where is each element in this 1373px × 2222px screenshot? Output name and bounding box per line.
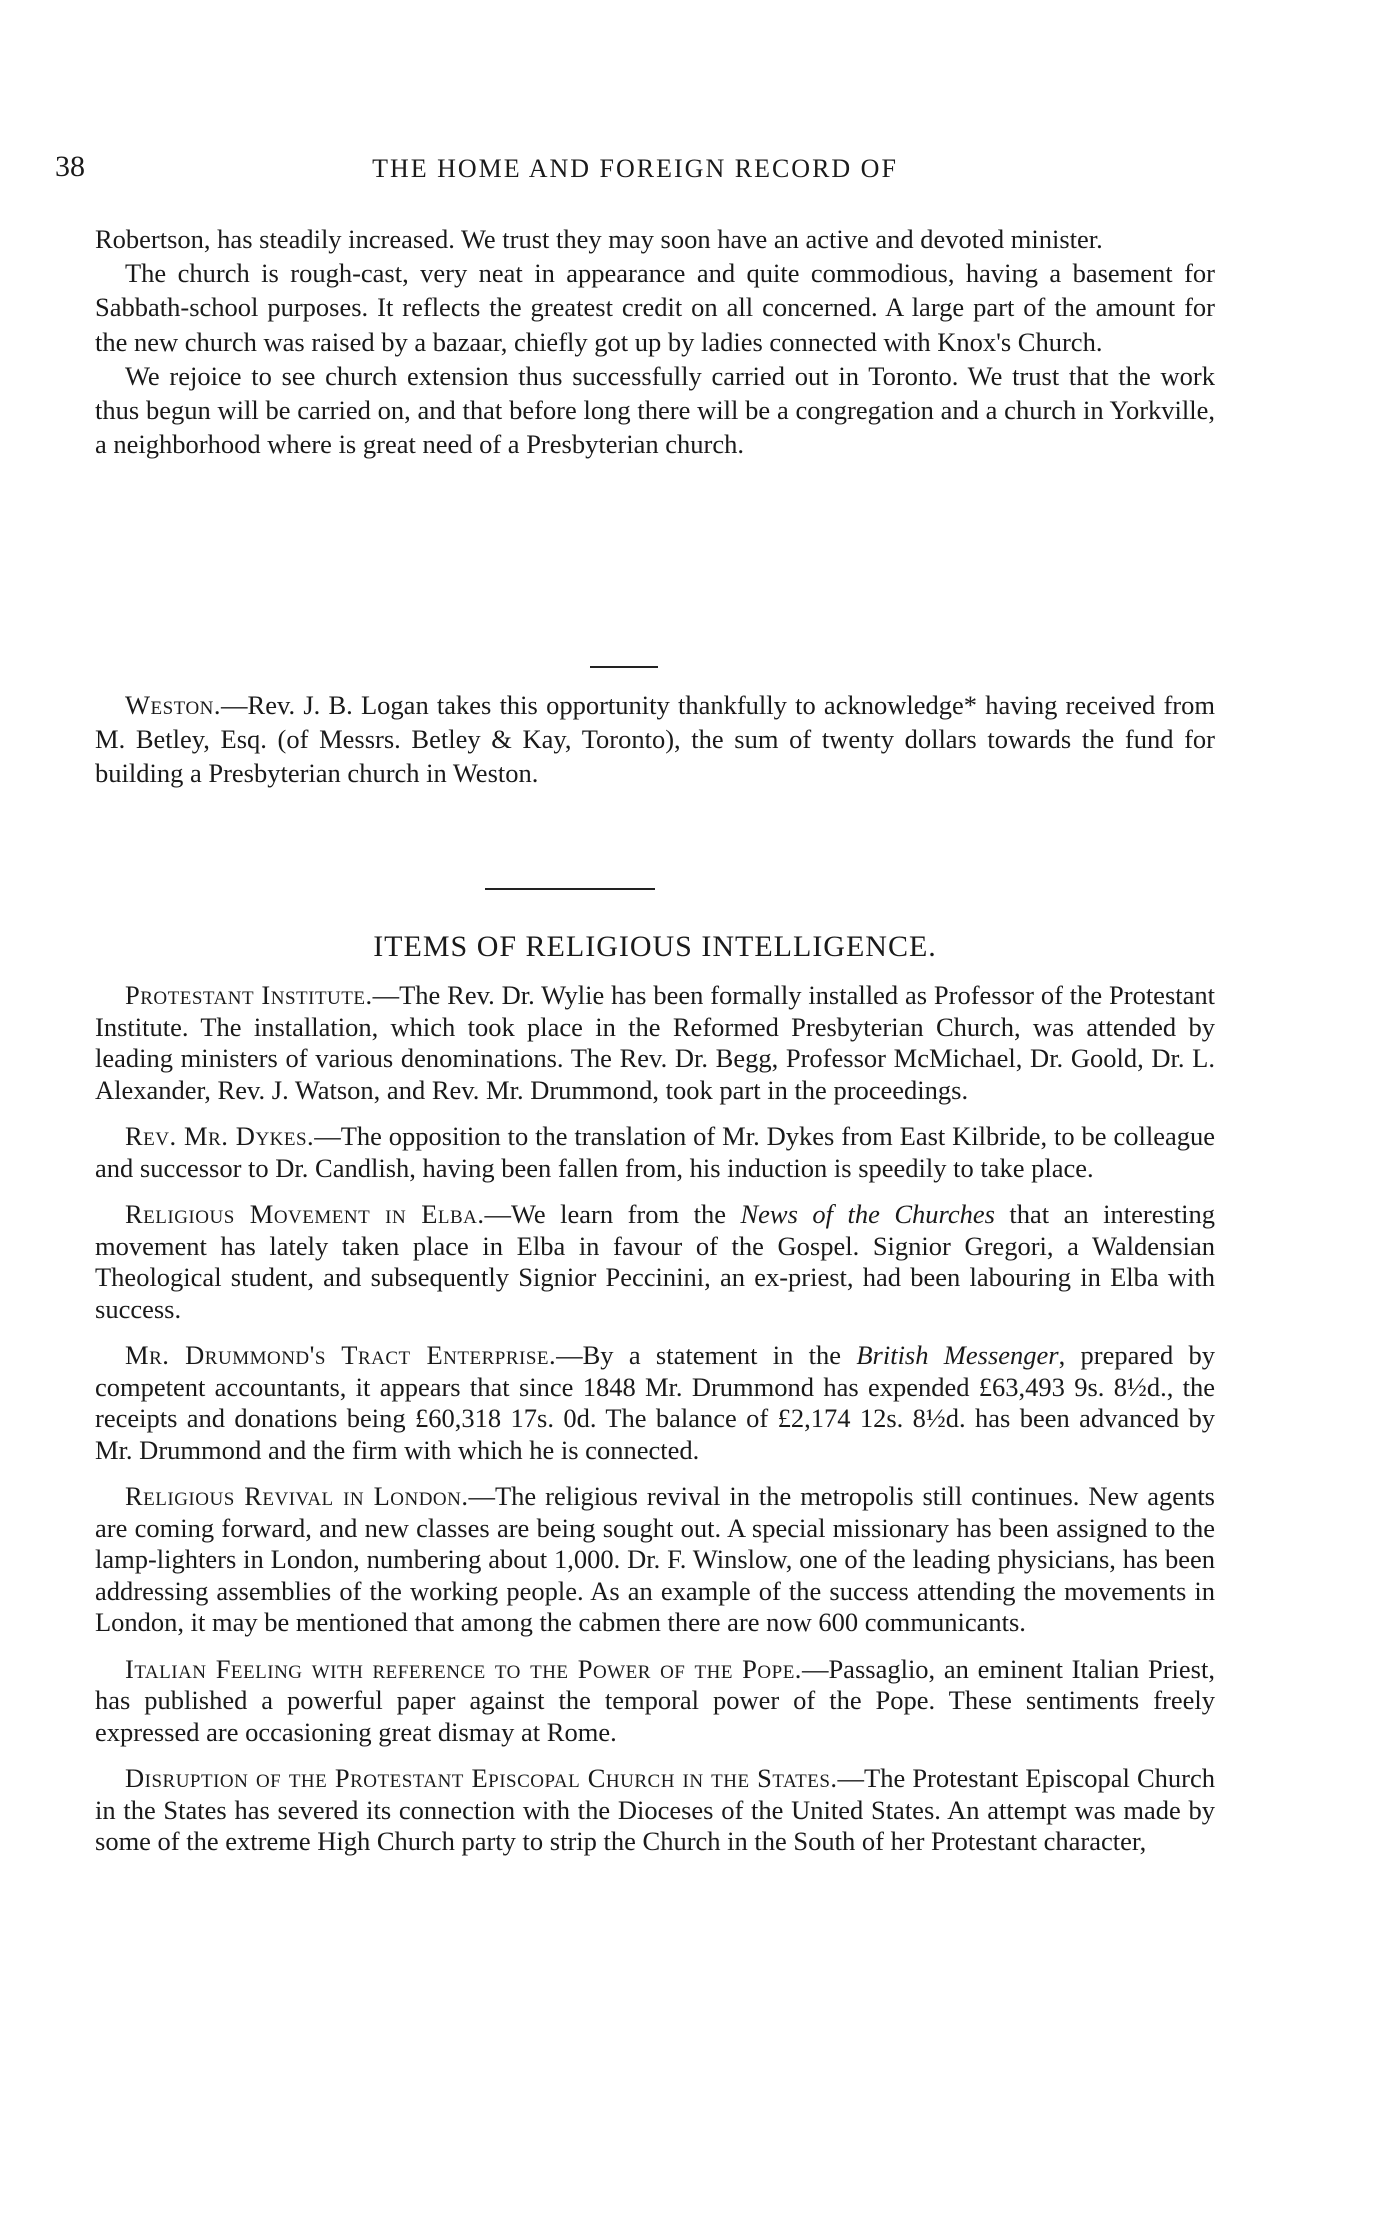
item-religious-revival-london bbox=[95, 1481, 1215, 1639]
intro-section bbox=[95, 222, 1215, 461]
item-text-continued: , prepared by competent accountants, it appears that since 1848 Mr. Drummond has expended £63,493 9s. 8½d., the receipts and donations being £60,318 17s. 0d. The balance of £2,174 12s. 8½d. has been advanced by Mr. Drummond and the firm with which he is connected. bbox=[95, 1340, 1215, 1465]
intelligence-items bbox=[95, 980, 1215, 1873]
item-text: —By a statement in the bbox=[556, 1340, 857, 1370]
item-lead: Religious Revival in London. bbox=[125, 1481, 469, 1511]
item-rev-mr-dykes bbox=[95, 1121, 1215, 1184]
running-title: THE HOME AND FOREIGN RECORD OF bbox=[372, 154, 898, 183]
intro-paragraph-1: Robertson, has steadily increased. We trust they may soon have an active and devoted minister. bbox=[95, 224, 1103, 254]
intro-paragraph-2: The church is rough-cast, very neat in appearance and quite commodious, having a basement for Sabbath-school purposes. It reflects the greatest credit on all concerned. A large part of the amount for the new church was raised by a bazaar, chiefly got up by ladies connected with Knox's Church. bbox=[95, 258, 1215, 357]
item-text: —The Protestant Episcopal Church in the States has severed its connection with the Dioceses of the United States. An attempt was made by some of the extreme High Church party to strip the Church in the South of her Protestant character, bbox=[95, 1763, 1215, 1856]
weston-lead: Weston. bbox=[125, 690, 222, 720]
item-text: —The religious revival in the metropolis still continues. New agents are coming forward, and new classes are being sought out. A special missionary has been assigned to the lamp-lighters in London, numbering about 1,000. Dr. F. Winslow, one of the leading physicians, has been addressing assemblies of the working people. As an example of the success attending the movements in London, it may be mentioned that among the cabmen there are now 600 communicants. bbox=[95, 1481, 1215, 1637]
section-divider bbox=[485, 888, 655, 890]
item-lead: Religious Movement in Elba. bbox=[125, 1199, 485, 1229]
item-protestant-institute bbox=[95, 980, 1215, 1106]
item-text: —The Rev. Dr. Wylie has been formally installed as Professor of the Protestant Institute. The installation, which took place in the Reformed Presbyterian Church, was attended by leading ministers of various denominations. The Rev. Dr. Begg, Professor McMichael, Dr. Goold, Dr. L. Alexander, Rev. J. Watson, and Rev. Mr. Drummond, took part in the proceedings. bbox=[95, 980, 1215, 1105]
weston-notice bbox=[95, 688, 1215, 791]
item-text: —We learn from the bbox=[484, 1199, 741, 1229]
weston-paragraph bbox=[95, 688, 1215, 791]
item-publication-title: British Messenger bbox=[856, 1340, 1059, 1370]
item-lead: Disruption of the Protestant Episcopal Church in the States. bbox=[125, 1763, 838, 1793]
item-lead: Rev. Mr. Dykes. bbox=[125, 1121, 315, 1151]
page-header bbox=[55, 150, 1215, 190]
item-religious-movement-elba bbox=[95, 1199, 1215, 1325]
intro-paragraph-3: We rejoice to see church extension thus successfully carried out in Toronto. We trust that the work thus begun will be carried on, and that before long there will be a congregation and a church in Yorkville, a neighborhood where is great need of a Presbyterian church. bbox=[95, 360, 1215, 460]
item-text-continued: that an interesting movement has lately taken place in Elba in favour of the Gospel. Signior Gregori, a Waldensian Theological student, and subsequently Signior Peccinini, an ex-priest, had been labouring in Elba with success. bbox=[95, 1199, 1215, 1324]
item-lead: Protestant Institute. bbox=[125, 980, 373, 1010]
short-divider bbox=[590, 666, 658, 668]
item-disruption-episcopal-church bbox=[95, 1763, 1215, 1858]
page-number: 38 bbox=[55, 150, 85, 183]
item-text: —The opposition to the translation of Mr. Dykes from East Kilbride, to be colleague and successor to Dr. Candlish, having been fallen from, his induction is speedily to take place. bbox=[95, 1121, 1215, 1183]
item-italian-feeling-pope bbox=[95, 1654, 1215, 1749]
item-publication-title: News of the Churches bbox=[740, 1199, 995, 1229]
item-text: —Passaglio, an eminent Italian Priest, has published a powerful paper against the temporal power of the Pope. These sentiments freely expressed are occasioning great dismay at Rome. bbox=[95, 1653, 1215, 1747]
item-lead: Mr. Drummond's Tract Enterprise. bbox=[125, 1340, 557, 1370]
weston-text: —Rev. J. B. Logan takes this opportunity thankfully to acknowledge* having received from M. Betley, Esq. (of Messrs. Betley & Kay, Toronto), the sum of twenty dollars towards the fund for building a Presbyterian church in Weston. bbox=[95, 690, 1215, 789]
item-drummond-tract-enterprise bbox=[95, 1340, 1215, 1466]
item-lead: Italian Feeling with reference to the Power of the Pope. bbox=[125, 1653, 802, 1684]
section-title: ITEMS OF RELIGIOUS INTELLIGENCE. bbox=[373, 930, 937, 963]
